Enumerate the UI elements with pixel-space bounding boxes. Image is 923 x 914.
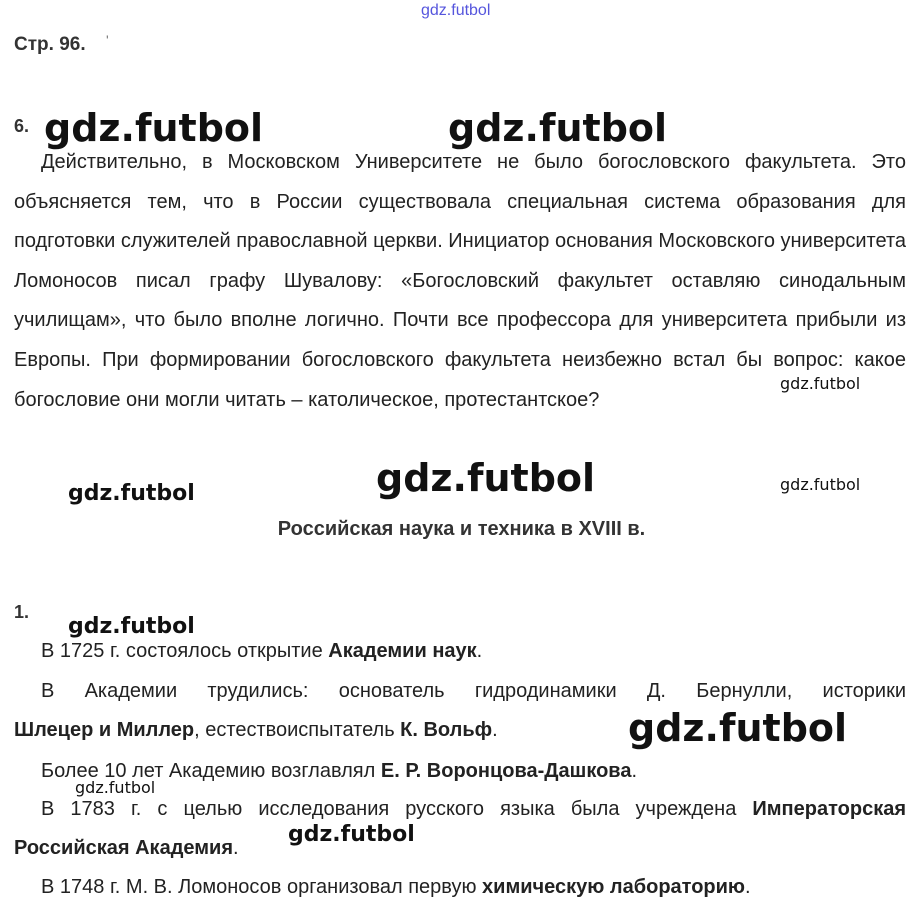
task-1-line-2: В Академии трудились: основатель гидродинамики Д. Бернулли, историки (41, 680, 906, 702)
watermark: gdz.futbol (780, 475, 861, 494)
watermark: gdz.futbol (75, 778, 156, 797)
watermark-top: gdz.futbol (421, 2, 491, 19)
page-label: Стр. 96. (14, 34, 86, 55)
watermark: gdz.futbol (44, 106, 264, 150)
task-1-line-6: Российская Академия. (14, 837, 239, 859)
task-1-line-7: В 1748 г. М. В. Ломоносов организовал первую химическую лабораторию. (41, 876, 751, 898)
watermark: gdz.futbol (780, 374, 861, 393)
watermark: gdz.futbol (448, 106, 668, 150)
watermark: gdz.futbol (68, 481, 195, 506)
task-1-line-1: В 1725 г. состоялось открытие Академии наук. (41, 640, 483, 662)
watermark: gdz.futbol (288, 822, 415, 847)
task-6-number: 6. (14, 116, 30, 136)
task-1-line-4: Более 10 лет Академию возглавлял Е. Р. Воронцова-Дашкова. (41, 760, 638, 782)
task-6-paragraph: Действительно, в Московском Университете не было богословского факультета. Это объясняется тем, что в России существовала специальная система образования для подготовки служителей православной церкви. Инициатор основания Московского университета Ломоносов писал графу Шувалову: «Богословский факультет оставляю синодальным училищам», что было вполне логично. Почти все профессора для университета прибыли из Европы. При формировании богословского факультета неизбежно встал бы вопрос: какое богословие они могли читать – католическое, протестантское? (14, 151, 906, 411)
watermark: gdz.futbol (376, 456, 596, 500)
section-title: Российская наука и техника в XVIII в. (277, 518, 646, 540)
watermark: gdz.futbol (68, 614, 195, 639)
task-1-line-5: В 1783 г. с целью исследования русского языка была учреждена Императорская (41, 798, 906, 820)
page-tick-mark: ' (106, 32, 109, 48)
watermark: gdz.futbol (628, 706, 848, 750)
task-1-line-3: Шлецер и Миллер, естествоиспытатель К. Вольф. (14, 719, 498, 741)
task-1-number: 1. (14, 602, 30, 622)
